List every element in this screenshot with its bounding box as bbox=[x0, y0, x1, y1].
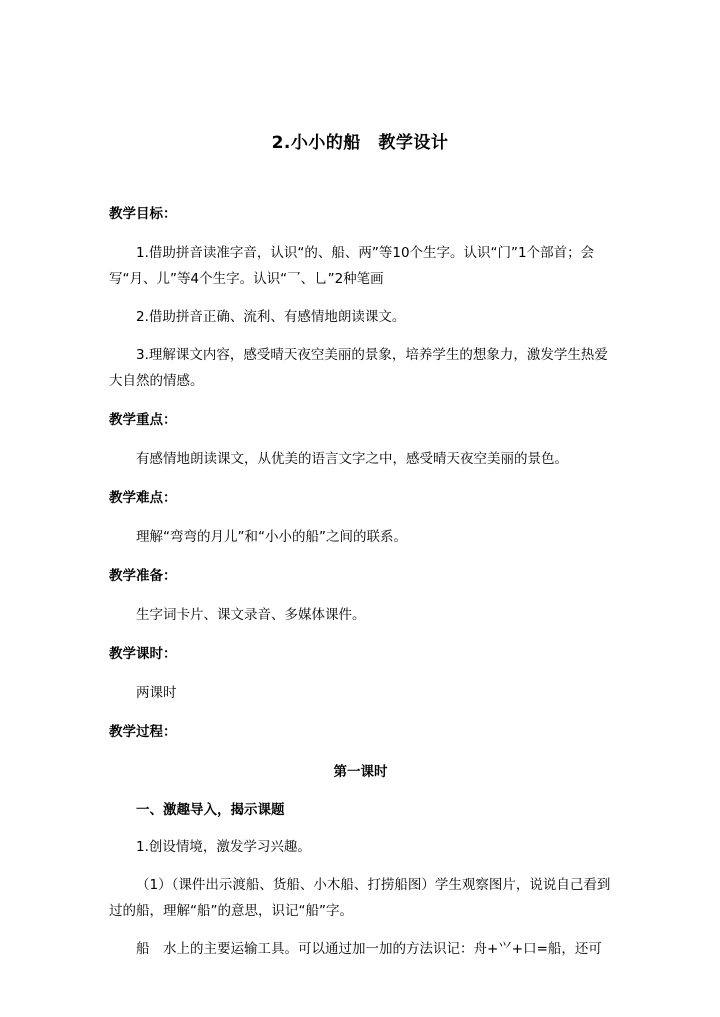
lesson-title: 第一课时 bbox=[333, 764, 388, 780]
difficulties-heading: 教学难点： bbox=[109, 490, 177, 506]
objective-item-2: 2.借助拼音正确、流利、有感情地朗读课文。 bbox=[136, 309, 406, 325]
document-body bbox=[109, 200, 612, 974]
preparation-heading: 教学准备： bbox=[109, 568, 177, 584]
key-points-text: 有感情地朗读课文，从优美的语言文字之中，感受晴天夜空美丽的景色。 bbox=[136, 451, 568, 467]
periods-text: 两课时 bbox=[136, 685, 177, 701]
document-title: 2.小小的船 教学设计 bbox=[271, 133, 449, 153]
periods-heading: 教学课时： bbox=[109, 646, 177, 662]
process-step-1-detail: （1）（课件出示渡船、货船、小木船、打捞船图）学生观察图片，说说自己看到过的船，理解“船”的意思，识记“船”字。 bbox=[109, 877, 611, 919]
process-heading: 教学过程： bbox=[109, 724, 177, 740]
process-step-1-note: 船 水上的主要运输工具。可以通过加一加的方法识记：舟+⺍+口=船，还可 bbox=[136, 941, 602, 957]
objective-item-3: 3.理解课文内容，感受晴天夜空美丽的景象，培养学生的想象力，激发学生热爱大自然的情感。 bbox=[109, 347, 608, 389]
preparation-text: 生字词卡片、课文录音、多媒体课件。 bbox=[136, 607, 366, 623]
objectives-heading: 教学目标： bbox=[109, 206, 177, 222]
key-points-heading: 教学重点： bbox=[109, 412, 177, 428]
objective-item-1: 1.借助拼音读准字音，认识“的、船、两”等10个生字。认识“门”1个部首；会写“月、儿”等4个生字。认识“乛、乚”2种笔画 bbox=[109, 245, 595, 287]
section-title: 一、激趣导入，揭示课题 bbox=[136, 802, 285, 818]
difficulties-text: 理解“弯弯的月儿”和“小小的船”之间的联系。 bbox=[136, 529, 407, 545]
process-step-1: 1.创设情境，激发学习兴趣。 bbox=[136, 839, 311, 855]
